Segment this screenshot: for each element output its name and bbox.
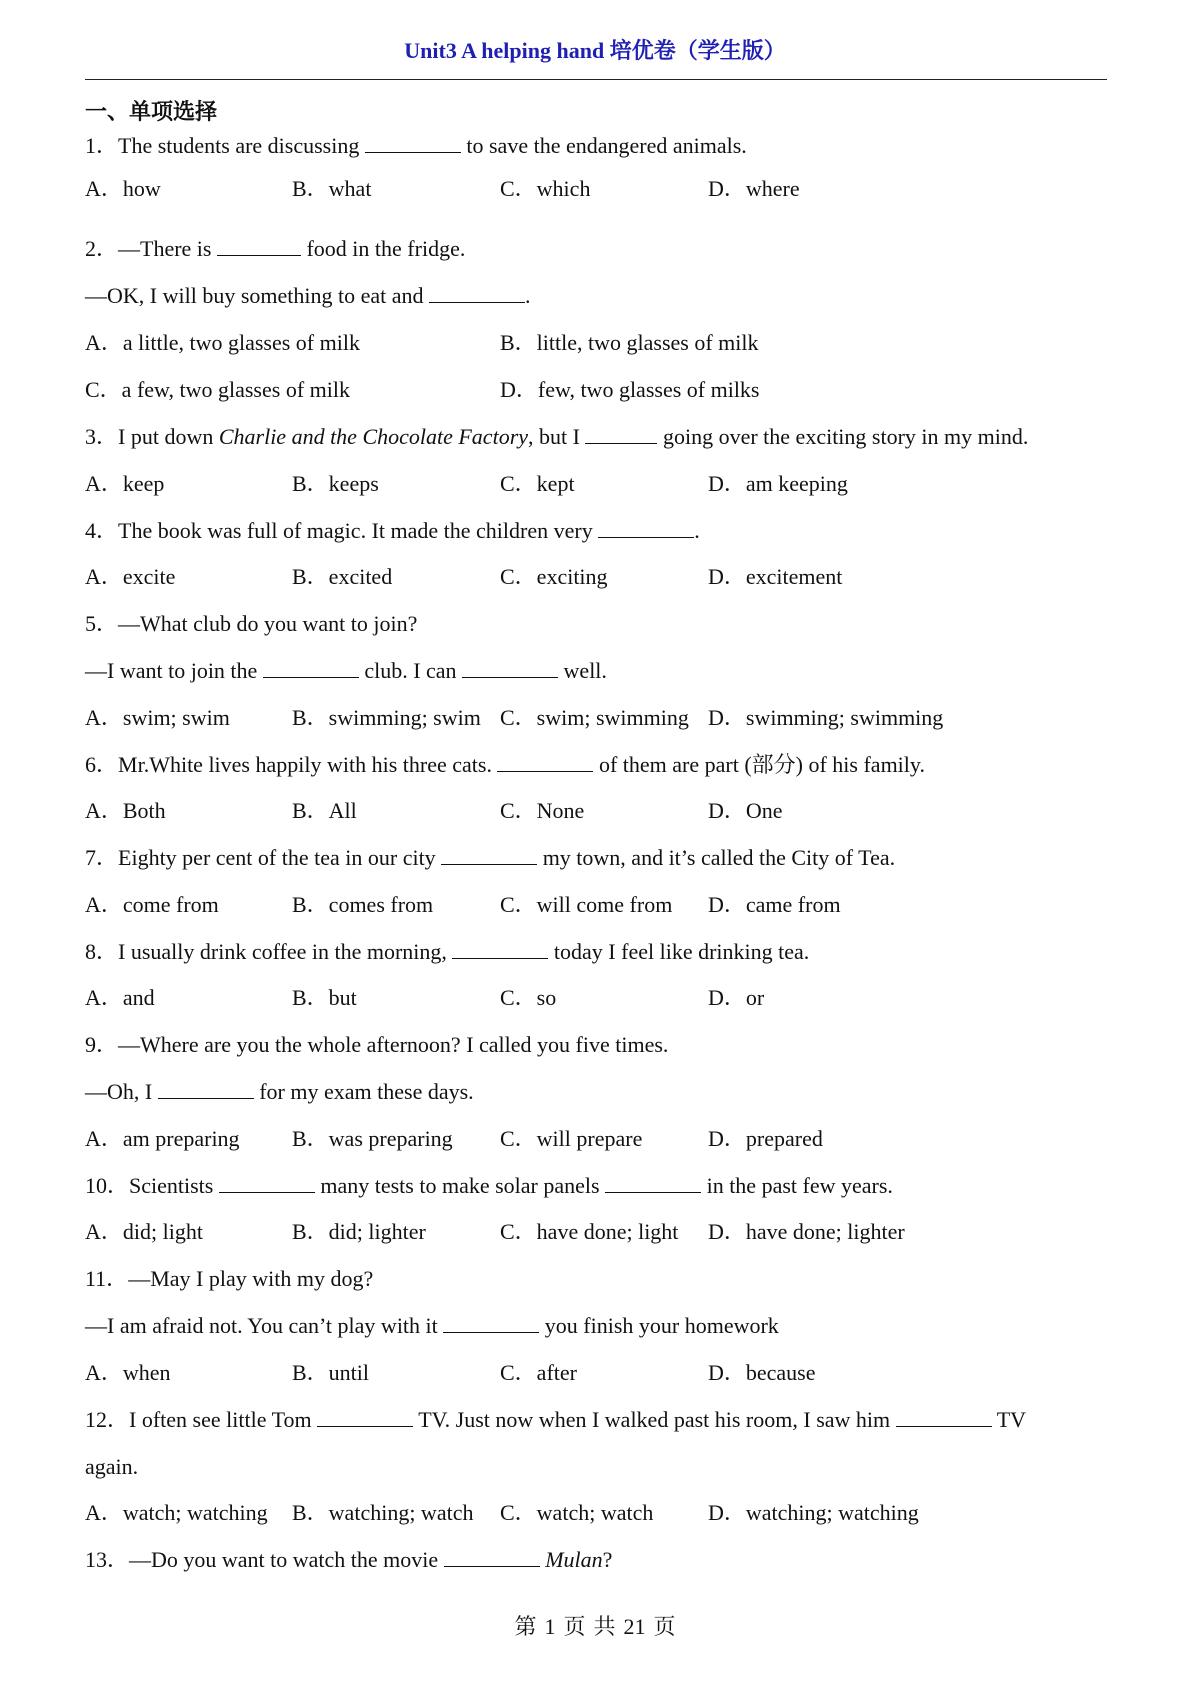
q10-option-a: A．did; light [85,1219,203,1244]
q6-option-a: A．Both [85,798,166,823]
q9-option-c: C．will prepare [500,1126,643,1151]
answer-blank [365,134,461,153]
q2-option-a: A．a little, two glasses of milk [85,330,360,355]
answer-blank [263,659,359,678]
answer-blank [317,1408,413,1427]
q11-option-c: C．after [500,1360,577,1385]
q10-option-d: D．have done; lighter [708,1219,905,1244]
q8-option-c: C．so [500,985,557,1010]
answer-blank [452,940,548,959]
q9-option-b: B．was preparing [292,1126,453,1151]
q8-option-d: D．or [708,985,765,1010]
question-8: 8．I usually drink coffee in the morning, today I feel like drinking tea. [85,939,810,964]
question-6: 6．Mr.White lives happily with his three cats. of them are part (部分) of his family. [85,752,925,777]
question-1: 1．The students are discussing to save the endangered animals. [85,133,747,158]
question-5-line-2: —I want to join the club. I can well. [85,658,607,683]
q3-option-b: B．keeps [292,471,379,496]
q4-option-d: D．excitement [708,564,843,589]
q12-option-b: B．watching; watch [292,1500,474,1525]
q5-option-a: A．swim; swim [85,705,230,730]
answer-blank [896,1408,992,1427]
q3-option-d: D．am keeping [708,471,848,496]
answer-blank [441,846,537,865]
question-12-line-2: again. [85,1454,139,1479]
q6-option-c: C．None [500,798,585,823]
q4-option-a: A．excite [85,564,176,589]
q12-option-d: D．watching; watching [708,1500,919,1525]
answer-blank [605,1174,701,1193]
question-9: 9．—Where are you the whole afternoon? I called you five times. [85,1032,669,1057]
question-11-line-2: —I am afraid not. You can’t play with it you finish your homework [85,1313,779,1338]
question-2-line-2: —OK, I will buy something to eat and . [85,283,531,308]
title-chinese: 培优卷（学生版） [609,38,786,63]
q12-option-c: C．watch; watch [500,1500,654,1525]
q11-option-d: D．because [708,1360,816,1385]
question-3: 3．I put down Charlie and the Chocolate Factory, but I going over the exciting story in my mind. [85,424,1029,449]
total-page-count: 21 [623,1614,646,1639]
q4-option-b: B．excited [292,564,393,589]
q7-option-c: C．will come from [500,892,673,917]
q1-option-b: B．what [292,176,372,201]
q10-option-c: C．have done; light [500,1219,679,1244]
q5-option-c: C．swim; swimming [500,705,689,730]
question-13: 13．—Do you want to watch the movie Mulan? [85,1547,613,1572]
question-12: 12．I often see little Tom TV. Just now when I walked past his room, I saw him TV [85,1407,1027,1432]
answer-blank [219,1174,315,1193]
q6-option-b: B．All [292,798,357,823]
title-english: Unit3 A helping hand [404,38,605,63]
answer-blank [429,284,525,303]
question-11: 11．—May I play with my dog? [85,1266,374,1291]
q1-option-d: D．where [708,176,800,201]
answer-blank [443,1314,539,1333]
book-title: Charlie and the Chocolate Factory [218,424,529,449]
q8-option-a: A．and [85,985,155,1010]
answer-blank [158,1080,254,1099]
answer-blank [598,519,694,538]
q9-option-d: D．prepared [708,1126,823,1151]
q2-option-b: B．little, two glasses of milk [500,330,759,355]
question-9-line-2: —Oh, I for my exam these days. [85,1079,474,1104]
q8-option-b: B．but [292,985,357,1010]
q4-option-c: C．exciting [500,564,608,589]
q3-option-c: C．kept [500,471,575,496]
q3-option-a: A．keep [85,471,165,496]
q11-option-b: B．until [292,1360,370,1385]
q10-option-b: B．did; lighter [292,1219,426,1244]
header-rule [85,79,1107,80]
q11-option-a: A．when [85,1360,171,1385]
q9-option-a: A．am preparing [85,1126,240,1151]
q6-option-d: D．One [708,798,783,823]
question-10: 10．Scientists many tests to make solar panels in the past few years. [85,1173,893,1198]
q5-option-b: B．swimming; swim [292,705,481,730]
q7-option-b: B．comes from [292,892,434,917]
answer-blank [585,425,657,444]
question-4: 4．The book was full of magic. It made the children very . [85,518,700,543]
answer-blank [497,753,593,772]
q2-option-c: C．a few, two glasses of milk [85,377,350,402]
current-page-number: 1 [544,1614,556,1639]
q2-option-d: D．few, two glasses of milks [500,377,760,402]
document-title [0,34,1190,65]
answer-blank [444,1548,540,1567]
answer-blank [462,659,558,678]
q7-option-a: A．come from [85,892,219,917]
movie-title: Mulan [545,1547,603,1572]
question-2: 2．—There is food in the fridge. [85,236,466,261]
q7-option-d: D．came from [708,892,841,917]
page-footer: 第 1 页 共 21 页 [514,1614,676,1639]
section-title: 一、单项选择 [85,100,218,125]
q5-option-d: D．swimming; swimming [708,705,944,730]
q1-option-a: A．how [85,176,161,201]
question-5: 5．—What club do you want to join? [85,611,418,636]
q1-option-c: C．which [500,176,591,201]
answer-blank [217,237,301,256]
question-7: 7．Eighty per cent of the tea in our city my town, and it’s called the City of Tea. [85,845,896,870]
q12-option-a: A．watch; watching [85,1500,268,1525]
